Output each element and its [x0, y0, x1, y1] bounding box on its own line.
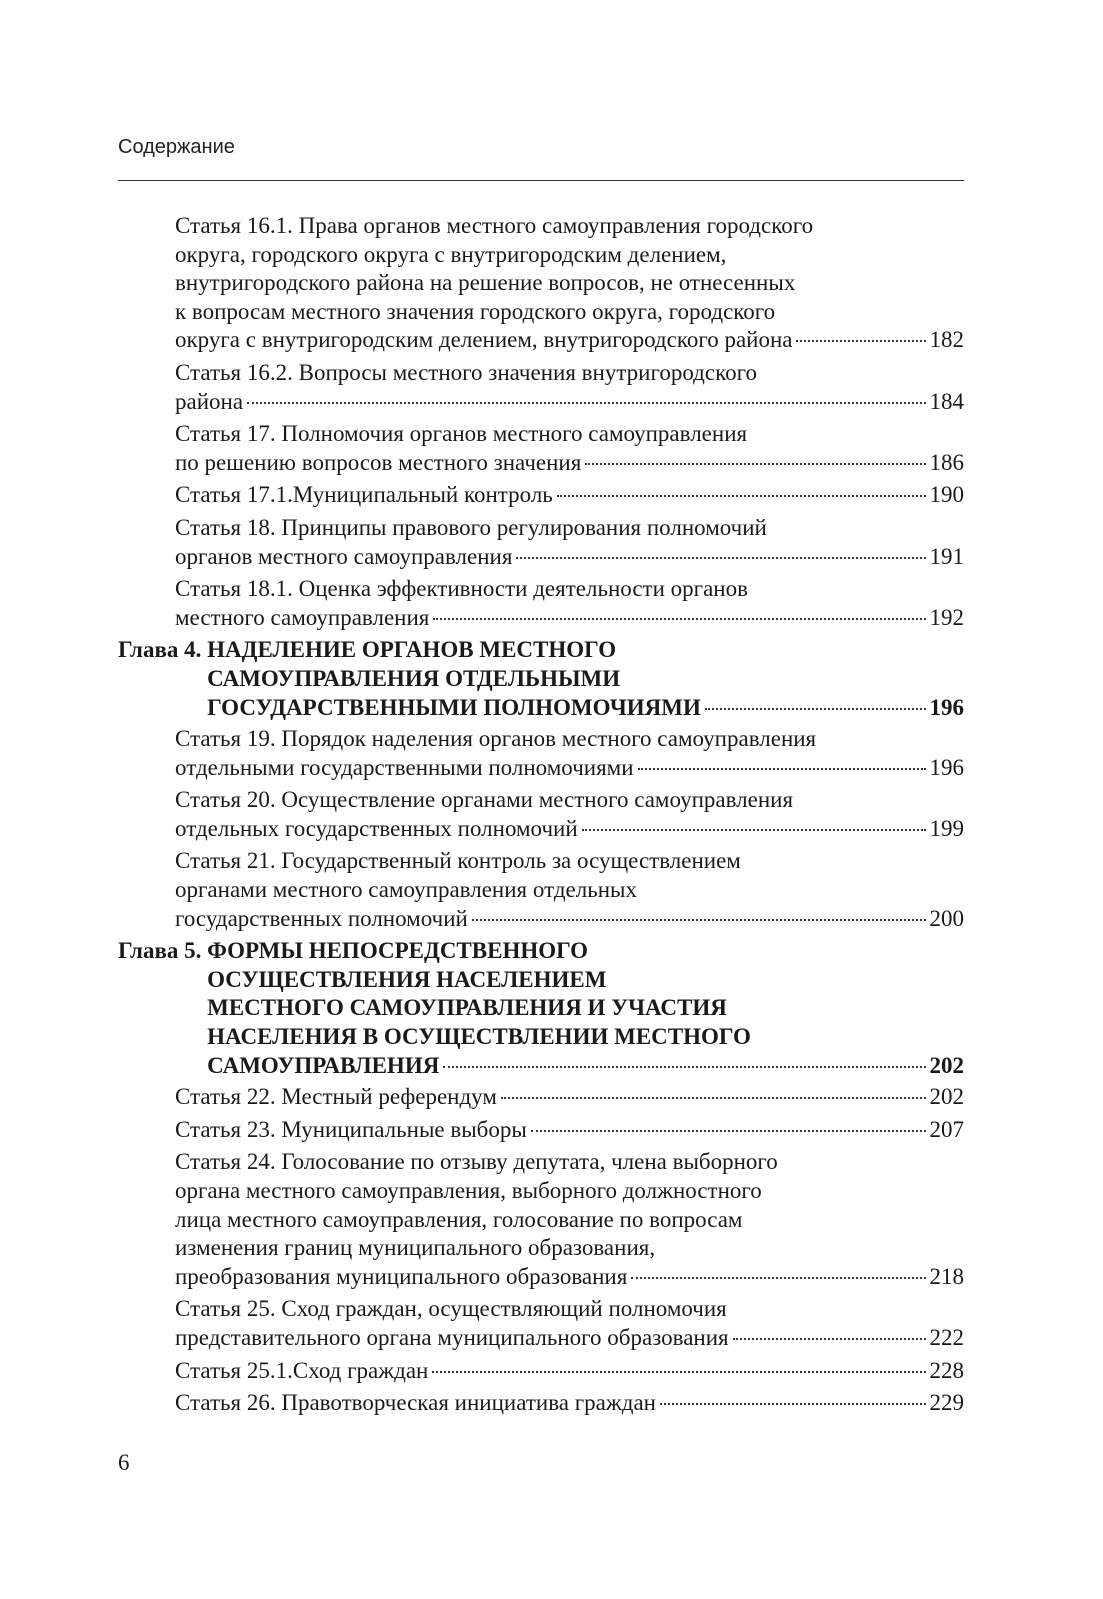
toc-line: ГОСУДАРСТВЕННЫМИ ПОЛНОМОЧИЯМИ [207, 694, 701, 720]
toc-line: изменения границ муниципального образования, [175, 1235, 656, 1261]
toc-article [118, 575, 964, 632]
dot-leader [638, 768, 926, 770]
toc-page-number: 186 [929, 449, 964, 475]
toc-article [118, 481, 964, 510]
dot-leader [585, 463, 925, 465]
toc-line: преобразования муниципального образования [175, 1263, 628, 1289]
toc-line: Статья 22. Местный референдум [175, 1084, 497, 1110]
header-rule [118, 180, 964, 181]
toc-line: округа с внутригородским делением, внутригородского района [175, 327, 793, 353]
toc-article [118, 1357, 964, 1386]
toc-line: ФОРМЫ НЕПОСРЕДСТВЕННОГО [207, 938, 589, 964]
chapter-label: Глава 5. [118, 938, 208, 964]
dot-leader [531, 1130, 926, 1132]
toc-page-number: 200 [929, 905, 964, 931]
toc-line: Статья 25.1.Сход граждан [175, 1357, 429, 1383]
toc-article [118, 1083, 964, 1112]
toc-line: органов местного самоуправления [175, 543, 513, 569]
toc-article [118, 1295, 964, 1352]
toc-line: местного самоуправления [175, 604, 430, 630]
toc-article [118, 847, 964, 933]
toc-article [118, 786, 964, 843]
toc-line: по решению вопросов местного значения [175, 449, 582, 475]
toc-line: НАСЕЛЕНИЯ В ОСУЩЕСТВЛЕНИИ МЕСТНОГО [207, 1024, 751, 1050]
toc-page-number: 191 [929, 543, 964, 569]
toc-line: органа местного самоуправления, выборного должностного [175, 1178, 762, 1203]
dot-leader [472, 919, 926, 921]
toc-line: района [175, 388, 244, 414]
toc-page-number: 196 [929, 694, 964, 720]
toc-line: Статья 23. Муниципальные выборы [175, 1116, 527, 1142]
table-of-contents [118, 212, 964, 1422]
toc-article [118, 1148, 964, 1291]
toc-line: Статья 25. Сход граждан, осуществляющий полномочия [175, 1296, 727, 1322]
toc-line: НАДЕЛЕНИЕ ОРГАНОВ МЕСТНОГО [207, 637, 617, 663]
dot-leader [705, 708, 926, 710]
toc-article [118, 212, 964, 355]
toc-page-number: 218 [929, 1263, 964, 1289]
toc-line: Статья 24. Голосование по отзыву депутата, члена выборного [175, 1149, 778, 1175]
toc-page-number: 199 [929, 815, 964, 841]
toc-page-number: 222 [929, 1324, 964, 1350]
toc-page-number: 190 [929, 482, 964, 508]
toc-page-number: 229 [929, 1390, 964, 1416]
dot-leader [432, 1371, 925, 1373]
dot-leader [733, 1338, 926, 1340]
running-header: Содержание [118, 136, 235, 158]
toc-line: отдельных государственных полномочий [175, 815, 578, 841]
page-number: 6 [118, 1450, 130, 1475]
toc-page-number: 182 [929, 327, 964, 353]
toc-line: Статья 16.2. Вопросы местного значения внутригородского [175, 359, 757, 385]
toc-line: Статья 26. Правотворческая инициатива граждан [175, 1390, 656, 1416]
dot-leader [796, 340, 925, 342]
toc-chapter [118, 636, 964, 722]
toc-page-number: 228 [929, 1357, 964, 1383]
toc-line: лица местного самоуправления, голосование по вопросам [175, 1206, 743, 1232]
dot-leader [247, 402, 925, 404]
toc-article [118, 725, 964, 782]
toc-article [118, 1389, 964, 1418]
toc-page-number: 202 [929, 1052, 964, 1078]
toc-line: государственных полномочий [175, 905, 468, 931]
toc-line: отдельными государственными полномочиями [175, 754, 634, 780]
toc-page-number: 184 [929, 388, 964, 414]
dot-leader [582, 829, 926, 831]
toc-line: САМОУПРАВЛЕНИЯ ОТДЕЛЬНЫМИ [207, 665, 621, 691]
toc-page-number: 192 [929, 604, 964, 630]
toc-line: Статья 18.1. Оценка эффективности деятельности органов [175, 576, 748, 602]
dot-leader [631, 1277, 925, 1279]
toc-page-number: 196 [929, 754, 964, 780]
toc-line: органами местного самоуправления отдельных [175, 877, 637, 903]
toc-line: Статья 16.1. Права органов местного самоуправления городского [175, 213, 814, 238]
dot-leader [557, 495, 926, 497]
dot-leader [660, 1403, 926, 1405]
chapter-label: Глава 4. [118, 637, 208, 663]
toc-line: округа, городского округа с внутригородским делением, [175, 241, 727, 267]
dot-leader [516, 557, 925, 559]
dot-leader [433, 618, 925, 620]
toc-page-number: 207 [929, 1116, 964, 1142]
toc-line: Статья 17. Полномочия органов местного самоуправления [175, 421, 748, 447]
toc-line: ОСУЩЕСТВЛЕНИЯ НАСЕЛЕНИЕМ [207, 966, 607, 992]
toc-line: внутригородского района на решение вопросов, не отнесенных [175, 270, 796, 296]
toc-page-number: 202 [929, 1084, 964, 1110]
toc-line: Статья 20. Осуществление органами местного самоуправления [175, 787, 794, 813]
toc-article [118, 514, 964, 571]
toc-line: представительного органа муниципального образования [175, 1324, 729, 1350]
toc-line: Статья 18. Принципы правового регулирования полномочий [175, 514, 767, 540]
toc-line: Статья 21. Государственный контроль за осуществлением [175, 848, 741, 874]
toc-article [118, 420, 964, 477]
toc-line: МЕСТНОГО САМОУПРАВЛЕНИЯ И УЧАСТИЯ [207, 995, 727, 1021]
toc-article [118, 359, 964, 416]
dot-leader [443, 1066, 925, 1068]
toc-line: Статья 19. Порядок наделения органов местного самоуправления [175, 726, 817, 752]
toc-article [118, 1116, 964, 1145]
toc-chapter [118, 937, 964, 1080]
dot-leader [501, 1097, 926, 1099]
toc-line: к вопросам местного значения городского округа, городского [175, 298, 776, 324]
toc-line: САМОУПРАВЛЕНИЯ [207, 1052, 440, 1078]
toc-line: Статья 17.1.Муниципальный контроль [175, 482, 553, 508]
